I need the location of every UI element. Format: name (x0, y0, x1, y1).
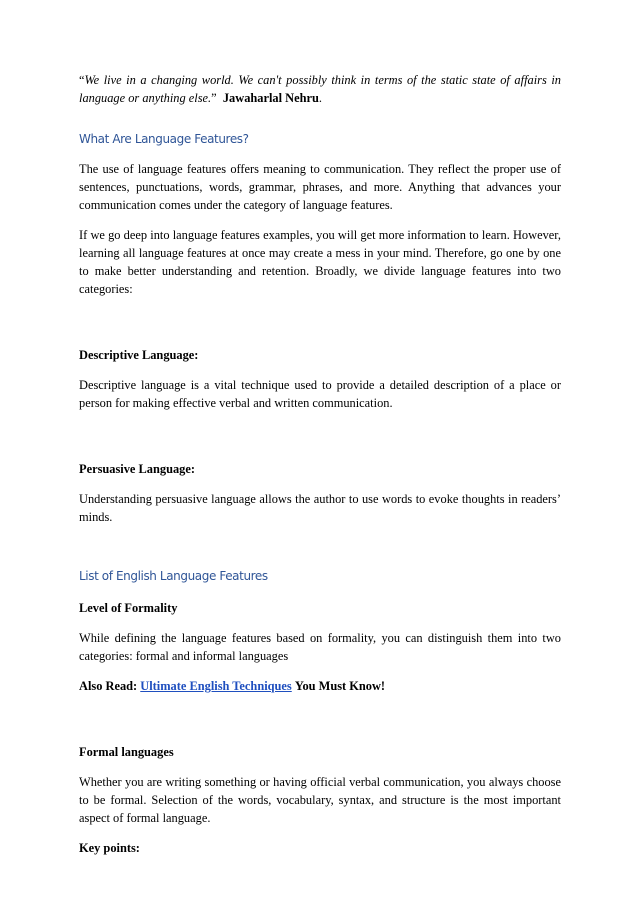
ultimate-english-techniques-link[interactable]: Ultimate English Techniques (140, 679, 292, 693)
heading-descriptive-language: Descriptive Language: (79, 348, 199, 362)
formal-paragraph: Whether you are writing something or having official verbal communication, you always choose to be formal. Selection of the words, vocabulary, syntax, and structure is the most important aspect of formal language. (79, 775, 561, 825)
document-page (79, 71, 561, 857)
also-read-line: Also Read: Ultimate English Techniques You Must Know! (79, 679, 386, 693)
quote-text: We live in a changing world. We can't possibly think in terms of the static state of affairs in language or anything else. (79, 73, 561, 105)
quote-author: Jawaharlal Nehru (222, 91, 319, 105)
intro-paragraph: The use of language features offers meaning to communication. They reflect the proper use of sentences, punctuations, words, grammar, phrases, and more. Anything that advances your communication comes under the category of language features. (79, 162, 561, 212)
persuasive-paragraph: Understanding persuasive language allows the author to use words to evoke thoughts in readers’ minds. (79, 492, 561, 524)
heading-persuasive-language: Persuasive Language: (79, 462, 195, 476)
formality-paragraph: While defining the language features based on formality, you can distinguish them into two categories: formal and informal languages (79, 631, 561, 663)
heading-what-are-language-features: What Are Language Features? (79, 132, 249, 146)
opening-quote: “We live in a changing world. We can't possibly think in terms of the static state of affairs in language or anything else.” Jawaharlal Nehru. (79, 73, 561, 105)
descriptive-paragraph: Descriptive language is a vital technique used to provide a detailed description of a place or person for making effective verbal and written communication. (79, 378, 561, 410)
heading-level-of-formality: Level of Formality (79, 601, 178, 615)
heading-key-points: Key points: (79, 841, 140, 855)
categories-paragraph: If we go deep into language features examples, you will get more information to learn. However, learning all language features at once may create a mess in your mind. Therefore, go one by one to make better understanding and retention. Broadly, we divide language features into two categories: (79, 228, 561, 296)
heading-formal-languages: Formal languages (79, 745, 174, 759)
heading-list-of-english-language-features: List of English Language Features (79, 569, 268, 583)
